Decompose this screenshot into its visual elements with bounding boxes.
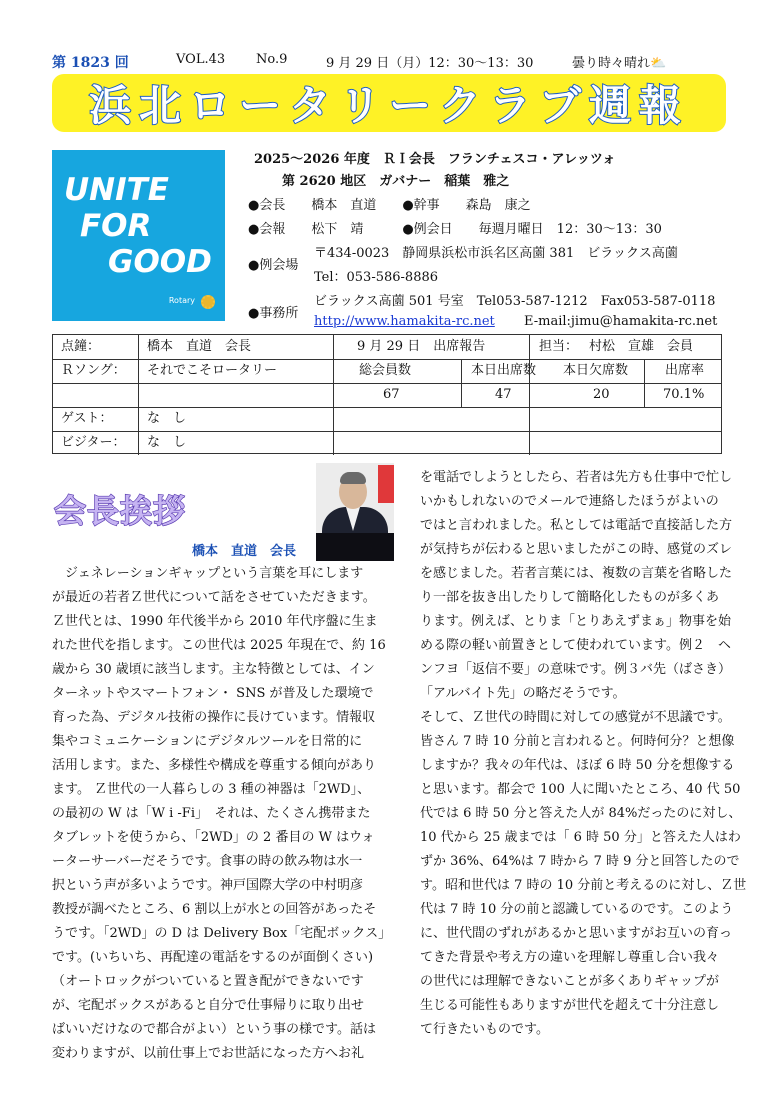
venue-tel: Tel：053-586-8886 bbox=[314, 270, 439, 285]
newsletter-title: 浜北ロータリークラブ週報 bbox=[88, 81, 689, 130]
flag-corner bbox=[378, 465, 394, 503]
logo-wordmark bbox=[64, 172, 212, 280]
article-line: 集やコミュニケーションにデジタルツールを日常的に bbox=[52, 734, 363, 749]
article-line: ターネットやスマートフォン・ SNS が普及した環境で bbox=[52, 686, 374, 701]
song-value: それでこそロータリー bbox=[147, 363, 278, 378]
article-line: が気持ちが伝わると思いましたがこの時、感覚のズレ bbox=[420, 542, 733, 557]
article-line: ります。例えば、とりま「とりあえずまぁ」物事を始 bbox=[420, 614, 731, 629]
article-line: ーターサーバーだそうです。食事の時の飲み物は水一 bbox=[52, 854, 363, 869]
article-line: 代は 7 時 10 分の前と認識しているのです。このよう bbox=[420, 902, 734, 917]
website-link[interactable] bbox=[314, 314, 495, 329]
bell-label: 点鐘： bbox=[61, 339, 101, 354]
article-line: て行きたいものです。 bbox=[420, 1022, 549, 1037]
visitor-label: ビジター： bbox=[61, 435, 126, 450]
article-line: の世代には理解できないことが多くありギャップが bbox=[420, 974, 720, 989]
article-line: いかもしれないのでメールで連絡したほうがよいの bbox=[420, 494, 719, 509]
article-line: 教授が調べたところ、6 割以上が水との回答があったそ bbox=[52, 902, 377, 917]
article-line: ではと言われました。私としては電話で直接話した方 bbox=[420, 518, 733, 533]
value-present: 47 bbox=[495, 387, 512, 402]
article-line: が、宅配ボックスがあると自分で仕事帰りに取り出せ bbox=[52, 998, 364, 1013]
article-line: ます。 Ｚ世代の一人暮らしの 3 種の神器は「2WD」、 bbox=[52, 782, 371, 797]
issue-header-line bbox=[52, 52, 742, 72]
article-line: 代では 6 時 50 分と答えた人が 84%だったのに対し、 bbox=[420, 806, 742, 821]
office-address: ビラックス高薗 501 号室 Tel053-587-1212 Fax053-587-0118 bbox=[314, 294, 716, 309]
logo-line-3: GOOD bbox=[108, 244, 212, 280]
officers-row-2: ●会報 松下 靖 ●例会日 毎週月曜日 12：30〜13：30 bbox=[248, 222, 662, 237]
rotary-brand: Rotary bbox=[168, 296, 195, 305]
article-line: す。昭和世代は 7 時の 10 分前と考えるのに対し、Ｚ世 bbox=[420, 878, 747, 893]
officers-row-1: ●会長 橋本 直道 ●幹事 森島 康之 bbox=[248, 198, 531, 213]
article-line: ジェネレーションギャップという言葉を耳にします bbox=[52, 566, 364, 581]
charge-label: 担当： bbox=[539, 339, 579, 354]
ri-president-line: 2025〜2026 年度 ＲＩ会長 フランチェスコ・アレッツォ bbox=[254, 152, 616, 167]
article-author: 橋本 直道 会長 bbox=[192, 544, 297, 559]
article-line: 皆さん 7 時 10 分前と言われると。何時何分？と想像 bbox=[420, 734, 735, 749]
logo-line-2: FOR bbox=[80, 208, 152, 244]
article-line: が最近の若者Ｚ世代について話をさせていただきます。 bbox=[52, 590, 376, 605]
guest-value: な し bbox=[147, 411, 187, 426]
charge-value: 村松 宣雄 会員 bbox=[589, 339, 694, 354]
article-line: タブレットを使うから、「2WD」の 2 番目の W はウォ bbox=[52, 830, 375, 845]
article-heading: 会長挨拶 bbox=[54, 492, 187, 530]
article-line: Ｚ世代とは、1990 年代後半から 2010 年代序盤に生ま bbox=[52, 614, 378, 629]
article-column-right bbox=[420, 466, 760, 1042]
article-line: 択という声が多いようです。神戸国際大学の中村明彦 bbox=[52, 878, 363, 893]
office-label: ●事務所 bbox=[248, 306, 299, 321]
article-line: （オートロックがついていると置き配ができないです bbox=[52, 974, 364, 989]
guest-label: ゲスト： bbox=[61, 411, 113, 426]
unite-for-good-logo bbox=[52, 150, 225, 321]
title-banner bbox=[52, 74, 726, 132]
article-line: 歳から 30 歳頃に該当します。主な特徴としては、イン bbox=[52, 662, 375, 677]
article-line: 「アルバイト先」の略だそうです。 bbox=[420, 686, 626, 701]
website-url[interactable]: http://www.hamakita-rc.net bbox=[314, 314, 495, 329]
article-line: と思います。都会で 100 人に聞いたところ、40 代 50 bbox=[420, 782, 741, 797]
column-rate: 出席率 bbox=[665, 363, 705, 378]
article-line: そして、Ｚ世代の時間に対しての感覚が不思議です。 bbox=[420, 710, 731, 725]
attendance-table bbox=[52, 334, 722, 454]
visitor-value: な し bbox=[147, 435, 187, 450]
report-label: 9 月 29 日 出席報告 bbox=[357, 339, 486, 354]
issue-number: 第 1823 回 bbox=[52, 55, 129, 71]
article-line: です。(いちいち、再配達の電話をするのが面倒くさい) bbox=[52, 950, 374, 965]
logo-line-1: UNITE bbox=[64, 172, 169, 208]
article-line: める際の軽い前置きとして使われています。例２ ヘ bbox=[420, 638, 731, 653]
governor-line: 第 2620 地区 ガバナー 稲葉 雅之 bbox=[282, 174, 510, 189]
column-total-members: 総会員数 bbox=[359, 363, 412, 378]
article-line: り一部を抜き出したりして簡略化したものが多くあ bbox=[420, 590, 720, 605]
article-line: 変わりますが、以前仕事上でお世話になった方へお礼 bbox=[52, 1046, 365, 1061]
value-absent: 20 bbox=[593, 387, 610, 402]
venue-label: ●例会場 bbox=[248, 258, 299, 273]
song-label: Ｒソング： bbox=[61, 363, 126, 378]
article-line: うです。「2WD」の D は Delivery Box「宅配ボックス」 bbox=[52, 926, 392, 941]
article-line: しますか？我々の年代は、ほぼ 6 時 50 分を想像する bbox=[420, 758, 735, 773]
venue-address: 〒434-0023 静岡県浜松市浜名区高薗 381 ビラックス高薗 bbox=[314, 246, 678, 261]
article-line: の最初の W は「W i -Fi」 それは、たくさん携帯また bbox=[52, 806, 371, 821]
article-column-left bbox=[52, 562, 392, 1066]
article-line: 10 代から 25 歳までは「 6 時 50 分」と答えた人はわ bbox=[420, 830, 741, 845]
article-line: れた世代を指します。この世代は 2025 年現在で、約 16 bbox=[52, 638, 386, 653]
column-present: 本日出席数 bbox=[471, 363, 537, 378]
article-line: ンフヨ「返信不要」の意味です。例３バ先（ばさき） bbox=[420, 662, 731, 677]
article-line: を感じました。若者言葉には、複数の言葉を省略した bbox=[420, 566, 733, 581]
volume-number: VOL.43 bbox=[176, 52, 226, 67]
article-line: 活用します。また、多様性や構成を尊重する傾向があり bbox=[52, 758, 376, 773]
article-line: てきた背景や考え方の違いを理解し尊重し合い我々 bbox=[420, 950, 720, 965]
column-absent: 本日欠席数 bbox=[563, 363, 629, 378]
article-line: ばいいだけなので都合がよい）という事の様です。話は bbox=[52, 1022, 376, 1037]
meeting-date: 9 月 29 日（月）12：30〜13：30 bbox=[326, 56, 534, 71]
weather: 曇り時々晴れ⛅ bbox=[572, 56, 667, 71]
issue-no: No.9 bbox=[256, 52, 288, 67]
article-line: を電話でしようとしたら、若者は先方も仕事中で忙し bbox=[420, 470, 733, 485]
rotary-wheel-icon bbox=[201, 295, 215, 309]
article-line: に、世代間のずれがあるかと思いますがお互いの育っ bbox=[420, 926, 733, 941]
article-line: 育った為、デジタル技術の操作に長けています。情報収 bbox=[52, 710, 376, 725]
article-line: 生じる可能性もありますが世代を超えて十分注意し bbox=[420, 998, 720, 1013]
bell-value: 橋本 直道 会長 bbox=[147, 339, 252, 354]
value-rate: 70.1% bbox=[663, 387, 705, 402]
article-line: ずか 36%、64%は 7 時から 7 時 9 分と回答したので bbox=[420, 854, 740, 869]
email-address: E-mail:jimu@hamakita-rc.net bbox=[524, 314, 718, 329]
value-total-members: 67 bbox=[383, 387, 400, 402]
